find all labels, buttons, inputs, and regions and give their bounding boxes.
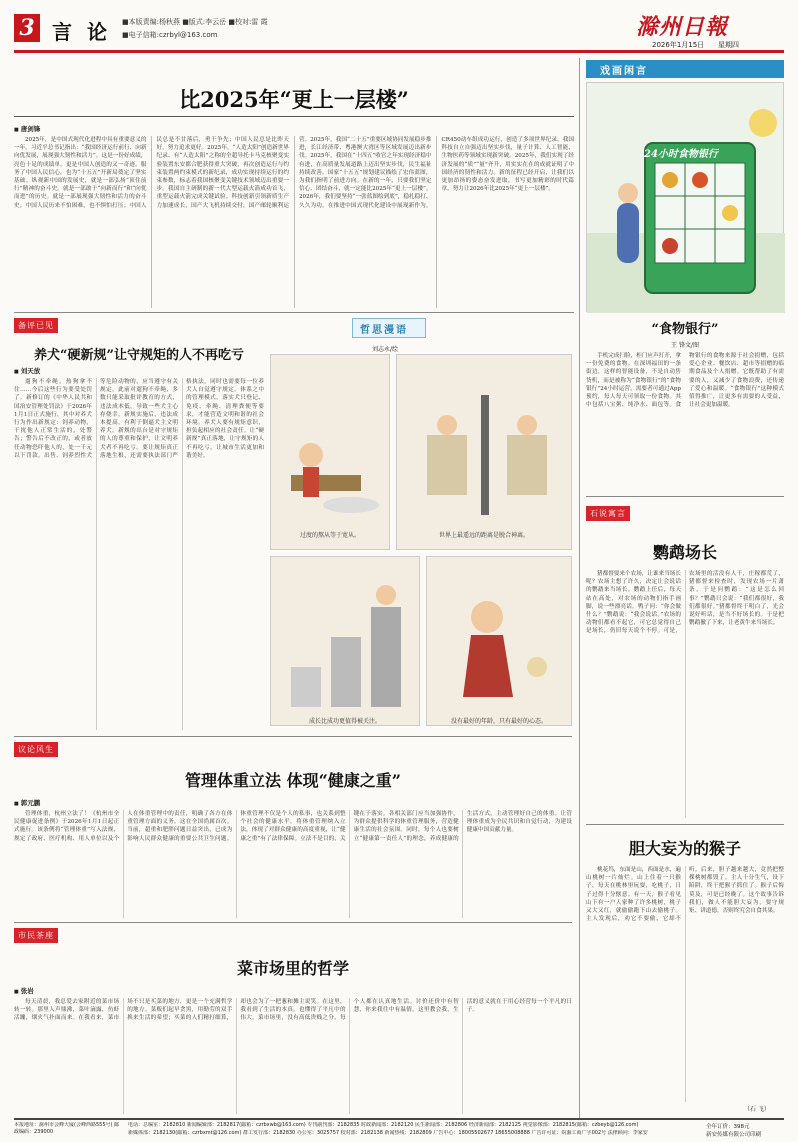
- left4-body-text: 每天清晨，我总爱去家附近的菜市场转一转。那里人声鼎沸，菜叶滴露，鱼虾活蹦，烟火气扑面而来。在我看来，菜市场不只是买菜的地方，更是一个充满哲学的地方。菜贩们起早贪黑，用勤劳的双手换来生活的希望；买菜的人们精打细算，却也会为了一把葱和摊主说笑。在这里，我看到了生活的本真，也懂得了平凡中的伟大。菜市场里，没有高低贵贱之分，每个人都在认真地生活。讨价还价中有智慧，你来我往中有温情。这里教会我，生活的意义就在于用心经营每一个平凡的日子。: [14, 999, 572, 1022]
- footer-contacts-2: 新媒体部：2182130(邮箱：czrbxmt@126.com) 群工发行部：2182830 办公室：3025757 校对部：2182138 新闻热线：2182809 广告中心：18005502677 18655008888 广告许可证：皖滁工商广字002号 法律顾问：李家安: [128, 1130, 648, 1136]
- cartoon-caption-2: 世界上最遥远的距离是脱合神离。: [438, 532, 529, 539]
- issue-date: 2026年1月15日: [652, 41, 705, 49]
- left2-bottom-rule: [14, 736, 572, 737]
- drama-banner: 24小时食物银行: [644, 149, 718, 160]
- left3-bottom-rule: [14, 922, 572, 923]
- left2-body: [14, 378, 264, 730]
- drama-body: [586, 352, 784, 492]
- right2-headline: 鹦鹉场长: [652, 543, 717, 562]
- cartoon-panel-2: [396, 354, 572, 550]
- left2-body-text: 遛狗不牵绳，热狗拿不住……今后这些行为要受处罚了。新修订的《中华人民共和国治安管理处罚法》于2026年1月1日正式施行，其中对养犬行为作出新规定：饲养动物，干扰他人正常生活的，处警告；警告后不改正的，或者放任动物恐吓他人的，处一千元以下罚款。出售、饲养烈性犬等危险动物的，应当遵守有关规定。此前对遛狗不牵绳，多数只能采取批评教育的方式，违法成本低，导致一些犬主心存侥幸。新规实施后，违法成本提高，有利于倒逼犬主文明养犬。新规的出台是对守规矩的人的尊重和保护，让文明养犬者不再吃亏。要让规矩真正落地生根，还需要执法部门严格执法，同时也需要每一位养犬人自觉遵守规定。体系之中的管理模式，落实犬只登记、免疫、牵绳、清理粪便等要求，才能营造文明和谐的社会环境。养犬人要有规矩意识，担负起相应的社会责任。让“硬新规”真正落地，让守规矩的人不再吃亏，让城市生活更加和谐美好。: [14, 379, 264, 459]
- right3-top-rule: [586, 824, 784, 825]
- cartoon-drawing-3: [271, 557, 421, 727]
- email-line: ■电子信箱:czrbyl@163.com: [122, 31, 218, 39]
- food-bank-drawing: [587, 83, 785, 313]
- lead-body-text: 2025年，是中国式现代化进程中具有重要意义的一年。习近平总书记指出：“我国经济运行前行、向新向优发展，展现强大韧性和活力”。这是一份好成绩，亮色十足的成绩单。更是中国人创造的又一奇迹。服务了中国人民信心，也为“十五五”开新局奠定了坚实基础。纵观新中国的发展史，就是一部弘扬“顶住前行”精神的奋斗史。就是一部敢于“向新而行”和“向优而进”的历史。就是一部展现强大韧性和活力的奋斗史。中国人民历来不怕困难，也不惧怕打压；中国人民总是不甘落后，勇于争先；中国人民总是比昨天好，努力追求更好。2025年，“人造太阳”创造新世界纪录、有“人造太阳”之称的全超导托卡马克核聚变实验装置东安都合肥获得重大突破，再次创造运行与约束装置两约束模式的新纪录，成功实现持续运行的约束参数，标志着我国核聚变关键技术领域迈出重要一步。我国自主研制的新一代大型运载火箭成功首飞，重型运载火箭完成关键试验。科技创新引领新质生产力加速成长，国产大飞机持续交付，国产邮轮顺利运营。2025年，我国“二十五”重要区域协同发展稳步推进，长江经济带、粤港澳大湾区等区域发展迈出新步伐。2025年，我国在“十四五”收官之年实现经济稳中有进，在高质量发展道路上迈出坚实步伐，民生福祉持续改善。国家“十五五”规划建议描绘了宏伟蓝图，为我们指明了前进方向。在新的一年，只要我们坚定信心、团结奋斗，就一定能比2025年“更上一层楼”。2026年，我们要坚持“一张蓝图绘到底”，稳扎稳打、久久为功，在推进中国式现代化建设中展现新作为。CR450动车组成功运行，创造了多项世界纪录。我国科技自立自强迈出坚实步伐，量子计算、人工智能、生物医药等领域实现新突破。2025年，我们实现了经济发展的“质”“量”齐升，用实实在在的成就证明了中国经济的韧性和活力。新的征程已经开启，让我们以更加昂扬的姿态奋发进取，书写更加精彩的时代篇章，努力让2026年比2025年“更上一层楼”。: [14, 137, 574, 209]
- cartoon-header: 哲思漫语: [360, 325, 408, 336]
- lead-bottom-rule: [14, 312, 574, 313]
- cartoon-caption-1: 过度的熬从等于宽从。: [299, 532, 360, 539]
- lead-headline-rule: [14, 116, 574, 117]
- left4-tag: 市民茶座: [14, 928, 58, 943]
- cartoon-caption-3: 成长比成功更值得被关注。: [308, 718, 381, 725]
- cartoon-panel-4: [426, 556, 572, 726]
- column-divider: [579, 58, 580, 1118]
- left4-body: [14, 998, 572, 1114]
- drama-header: 戏画闲言: [600, 66, 648, 77]
- footer-contacts: 电话：总编室：2182810 新闻编辑部：2182817(邮箱：czrbxwb@163.com) 专刊副刊部：2182835 时政新闻部：2182120 民生新闻部：2182806 经济新闻部：2182125 视觉影像部：2182815(邮箱：czbeyb@126.com): [128, 1122, 639, 1128]
- left4-headline: 菜市场里的哲学: [236, 959, 349, 978]
- right2-body: [586, 570, 784, 818]
- lead-body: [14, 136, 574, 308]
- right3-headline: 胆大妄为的猴子: [628, 839, 741, 858]
- drama-title: “食物银行”: [651, 322, 719, 337]
- cartoon-author: 刘志永/绘: [372, 346, 399, 353]
- right3-body-text: 桃花坞，东面是山，西面是水，遍山桃树一片灿烂。山上住着一只猴子，每天在桃林里玩耍，吃桃子，日子过得十分惬意。有一天，猴子看见山下有一户人家种了许多桃树，桃子又大又红，就偷偷跑下山去偷桃子。主人发现后，劝它不要偷，它却不听。后来，胆子越来越大，竟然把整棵桃树都毁了。主人十分生气，设下陷阱，终于把猴子抓住了。猴子后悔莫及，可是已经晚了。这个故事告诉我们，做人不能胆大妄为，要守规矩、讲道德，否则终究会自食其果。: [586, 867, 784, 923]
- left2-tag: 备评已见: [14, 318, 58, 333]
- footer-price: 全年订价：398元: [706, 1124, 750, 1130]
- drama-author: 王 锋文/图: [671, 342, 699, 349]
- footer-printer: 本报地址：滁州市会峰大厦(会峰西路555号) 邮政编码：239000: [14, 1122, 120, 1135]
- right3-body: [586, 866, 784, 1102]
- left3-tag: 议论风生: [14, 742, 58, 757]
- drama-body-text: 手机完成扫脸，柜门应声打开，拿一份免费的食物。在深圳福田的一条街边，这样的智能设备，不是自动售货机，而是被称为“食物银行”的“食物银行”24小时运营，需要者可通过App预约，每人每天可领取一份食物。其中包括八宝粥、纯净水、面包等。食物银行的食物来源于社会捐赠，包括爱心企业、餐饮店、超市等捐赠的临期食品及个人捐赠。它既帮助了有需要的人，又减少了食物浪费，还传递了爱心和温暖。“食物银行”这种模式值得推广，让更多有需要的人受益，让社会更加温暖。: [586, 353, 784, 409]
- cartoon-panel-3: [270, 556, 420, 726]
- footer-print-shop: 新安传媒有限公司印刷: [706, 1132, 762, 1138]
- editors-line: ■本版责编:杨秋燕 ■版式:李云岳 ■校对:雷 霞: [122, 18, 268, 26]
- lead-author: ■ 唐剑锋: [14, 124, 40, 133]
- lead-headline: 比2025年“更上一层楼”: [179, 87, 409, 112]
- footer-rule: [14, 1118, 784, 1120]
- left2-author: ■ 刘天放: [14, 366, 40, 375]
- drama-bottom-rule: [586, 496, 784, 497]
- left3-body-text: 管理体重，杭州立法了！《杭州市全民健康促进条例》于2026年1月1日起正式施行。该条例将“管理体重”写入法规，规定了政府、医疗机构、用人单位以及个人在体重管理中的责任，明确了各方在体重管理方面的义务，这在全国尚属首次。当前，超重和肥胖问题日益突出，已成为影响人民群众健康的重要公共卫生问题。体重管理不仅是个人的私事，也关系到整个社会的健康水平。将体重管理纳入立法，体现了对群众健康的高度重视，让“健康之重”有了法律保障。立法不是目的，关键在于落实。各相关部门应当加强协作，为群众提供科学的体重管理服务，营造健康生活的社会氛围。同时，每个人也要树立“健康第一责任人”的理念，养成健康的生活方式，主动管理好自己的体重。让管理体重成为全民共识和自觉行动，为建设健康中国贡献力量。: [14, 811, 572, 842]
- left3-body: [14, 810, 572, 918]
- section-name: 言 论: [52, 20, 111, 44]
- page-number-box: [14, 14, 40, 42]
- left3-author: ■ 郭元鹏: [14, 798, 40, 807]
- cartoon-panel-1: [270, 354, 390, 550]
- cartoon-drawing-4: [427, 557, 573, 727]
- paper-name-logo: 滁州日報: [636, 14, 729, 40]
- issue-weekday: 星期四: [718, 41, 739, 49]
- cartoon-drawing-1: [271, 355, 391, 551]
- cartoon-drawing-2: [397, 355, 573, 551]
- left3-headline: 管理体重立法 体现“健康之重”: [185, 771, 401, 790]
- left4-author: ■ 张岩: [14, 986, 34, 995]
- page-number: 3: [19, 15, 35, 41]
- right2-tag: 石说寓言: [586, 506, 630, 521]
- food-bank-illustration: [586, 82, 784, 312]
- right3-author: （石 飞）: [744, 1106, 770, 1113]
- left2-headline: 养犬“硬新规”让守规矩的人不再吃亏: [34, 348, 244, 363]
- cartoon-caption-4: 没有最好的年龄，只有最好的心态。: [450, 718, 547, 725]
- right2-body-text: 猪都督要来个农场，让谁来当场长呢？农场主想了许久，决定让会说话的鹦鹉来当场长。鹦鹉上任后，每天站在高处，对农场的动物们指手画脚，说一些漂亮话。鸭子问：“你会做什么？”鹦鹉说：“我会说话。”农场的动物们都看不起它，可它总觉得自己是场长，仍旧每天说个不停。可是，农场里的活没有人干，庄稼都荒了，猪都督来检查时，发现农场一片萧条，于是问鹦鹉：“这是怎么回事？”鹦鹉只会说：“我们都很好，我们都很好。”猪都督终于明白了，光会说好听话，是当不好场长的。于是把鹦鹉撤了下来，让老黄牛来当场长。: [586, 571, 784, 635]
- masthead-rule: [14, 50, 784, 53]
